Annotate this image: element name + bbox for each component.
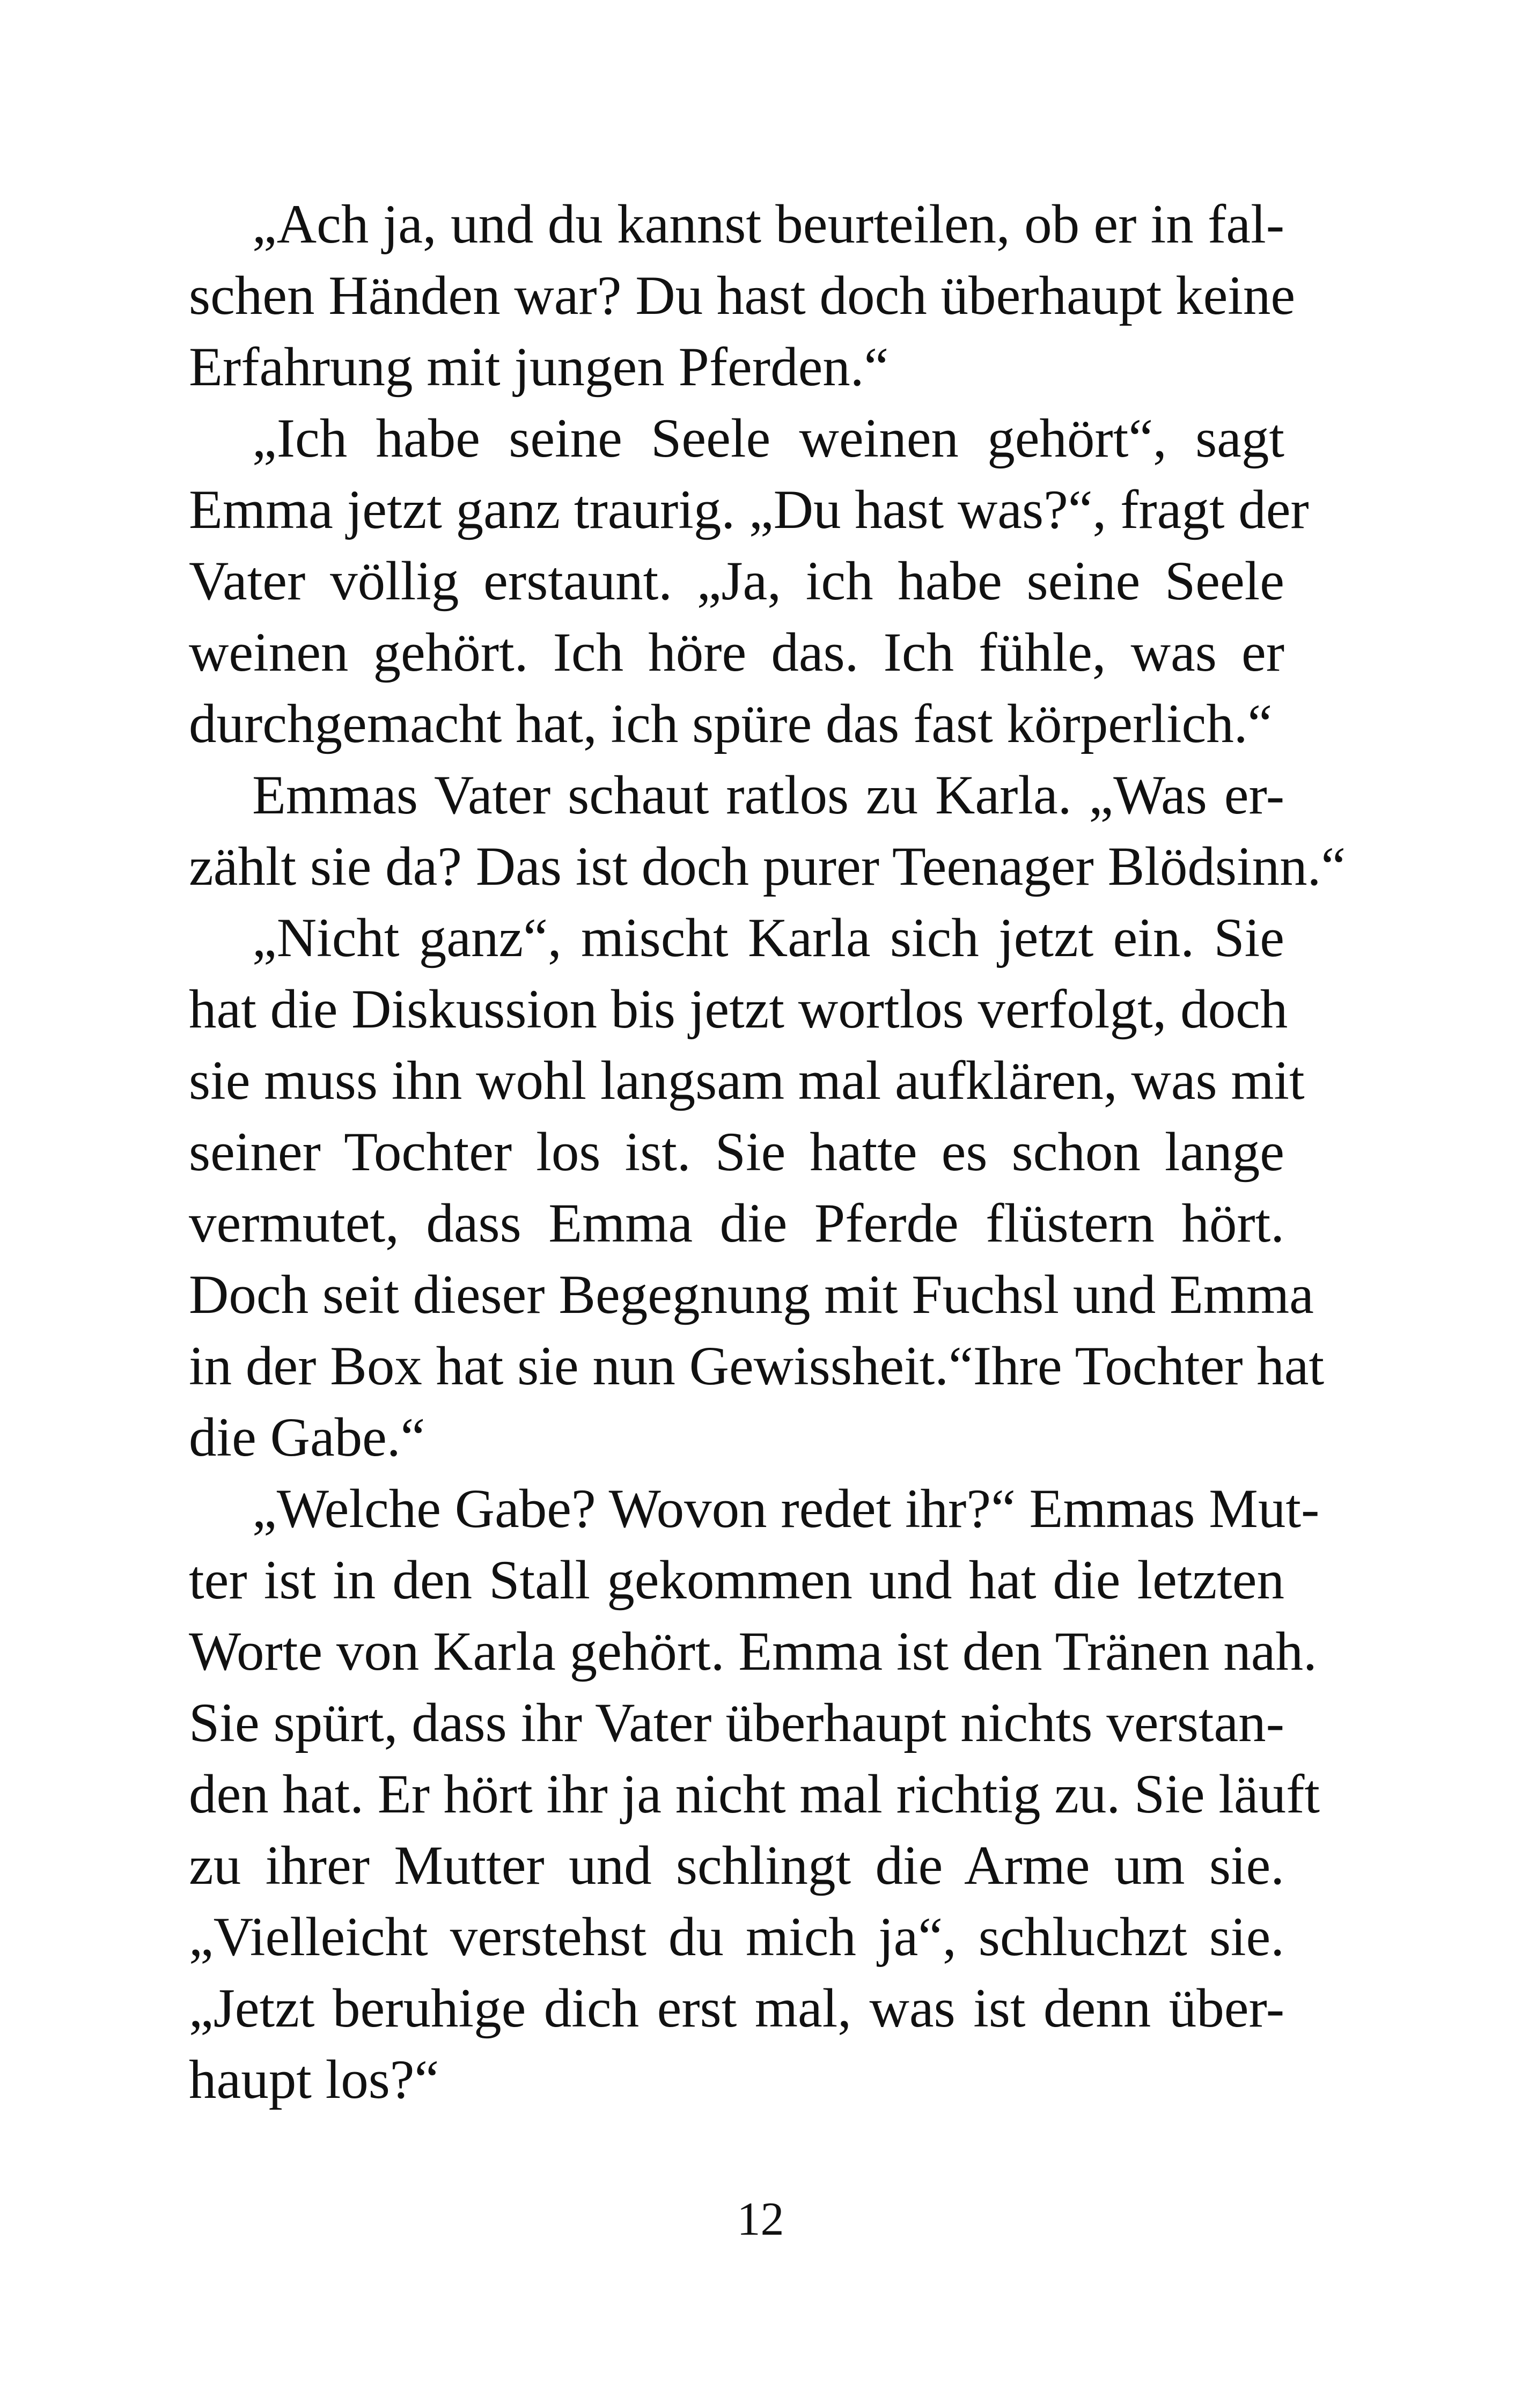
text-line: „Vielleicht verstehst du mich ja“, schluchzt sie. <box>189 1906 1284 1967</box>
text-line: „Ach ja, und du kannst beurteilen, ob er in fal- <box>252 194 1284 255</box>
text-line: Doch seit dieser Begegnung mit Fuchsl und Emma <box>189 1264 1314 1325</box>
text-line: zu ihrer Mutter und schlingt die Arme um sie. <box>189 1835 1284 1896</box>
page-number: 12 <box>737 2193 784 2245</box>
text-line: Emmas Vater schaut ratlos zu Karla. „Was er- <box>252 765 1284 826</box>
text-line: durchgemacht hat, ich spüre das fast körperlich.“ <box>189 693 1273 754</box>
text-line: in der Box hat sie nun Gewissheit.“Ihre Tochter hat <box>189 1335 1325 1397</box>
text-line: die Gabe.“ <box>189 1407 425 1468</box>
text-line: „Welche Gabe? Wovon redet ihr?“ Emmas Mut- <box>252 1478 1320 1539</box>
text-line: seiner Tochter los ist. Sie hatte es schon lange <box>189 1121 1284 1183</box>
text-line: Vater völlig erstaunt. „Ja, ich habe seine Seele <box>189 550 1284 612</box>
body-text <box>189 189 1346 2116</box>
text-line: weinen gehört. Ich höre das. Ich fühle, was er <box>189 622 1284 683</box>
text-line: den hat. Er hört ihr ja nicht mal richtig zu. Sie läuft <box>189 1764 1320 1825</box>
text-line: Sie spürt, dass ihr Vater überhaupt nichts verstan- <box>189 1692 1284 1753</box>
text-line: „Nicht ganz“, mischt Karla sich jetzt ein. Sie <box>252 907 1284 968</box>
text-line: „Jetzt beruhige dich erst mal, was ist denn über- <box>189 1978 1284 2039</box>
text-line: Erfahrung mit jungen Pferden.“ <box>189 336 889 398</box>
text-line: schen Händen war? Du hast doch überhaupt keine <box>189 265 1296 326</box>
text-line: Emma jetzt ganz traurig. „Du hast was?“, fragt der <box>189 479 1309 540</box>
text-line: zählt sie da? Das ist doch purer Teenager Blödsinn.“ <box>189 836 1346 897</box>
text-line: vermutet, dass Emma die Pferde flüstern hört. <box>189 1193 1284 1254</box>
text-line: hat die Diskussion bis jetzt wortlos verfolgt, doch <box>189 979 1288 1040</box>
text-line: haupt los?“ <box>189 2049 439 2110</box>
text-line: Worte von Karla gehört. Emma ist den Tränen nah. <box>189 1621 1317 1682</box>
text-line: sie muss ihn wohl langsam mal aufklären, was mit <box>189 1050 1305 1111</box>
text-line: „Ich habe seine Seele weinen gehört“, sagt <box>252 408 1284 469</box>
text-line: ter ist in den Stall gekommen und hat die letzten <box>189 1550 1284 1611</box>
